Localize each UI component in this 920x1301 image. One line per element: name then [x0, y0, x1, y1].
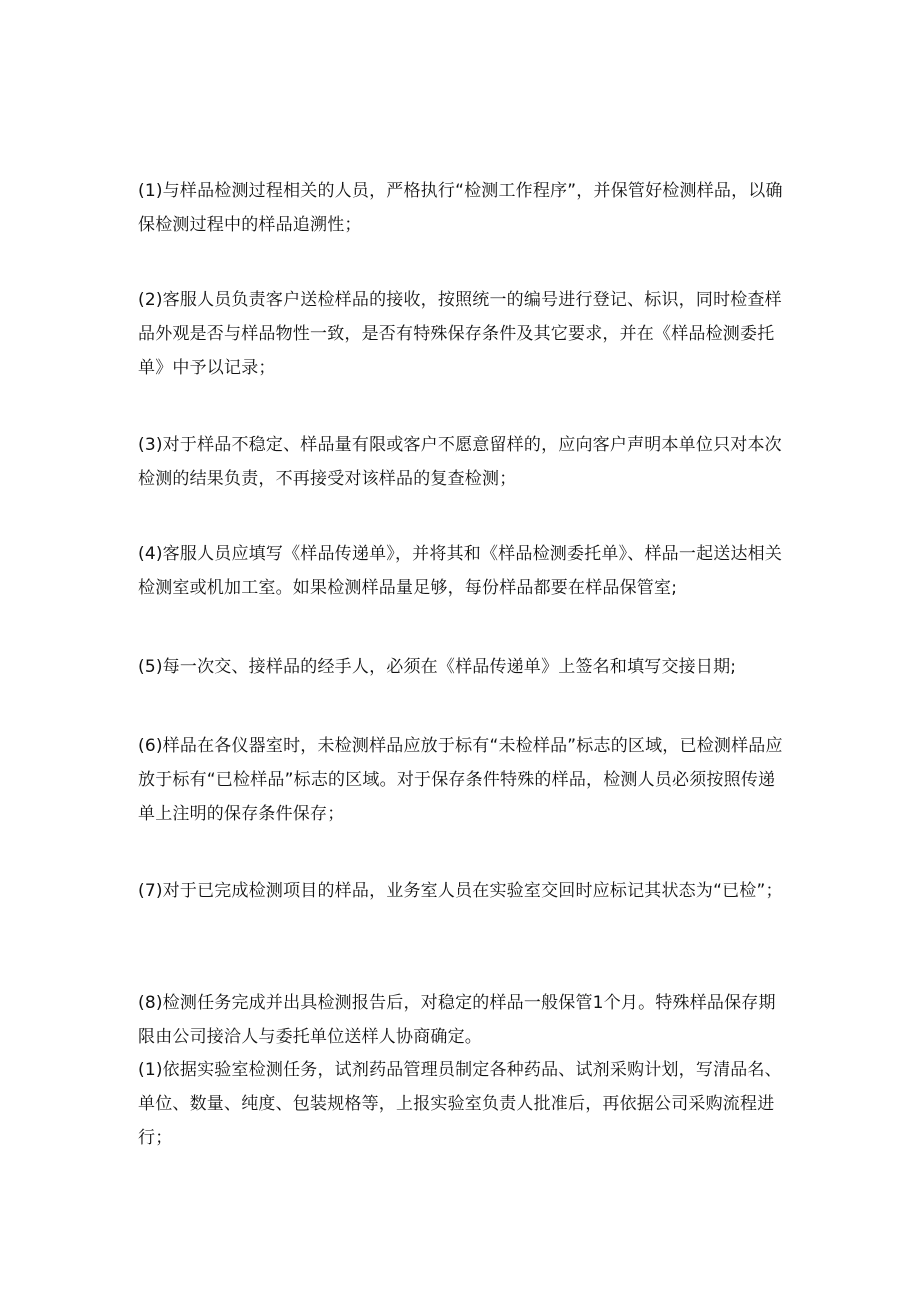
paragraph-2: (2)客服人员负责客户送检样品的接收，按照统一的编号进行登记、标识，同时检查样品外观是否与样品物性一致，是否有特殊保存条件及其它要求，并在《样品检测委托单》中予以记录；	[138, 290, 782, 378]
paragraph-4: (4)客服人员应填写《样品传递单》，并将其和《样品检测委托单》、样品一起送达相关检测室或机加工室。如果检测样品量足够，每份样品都要在样品保管室;	[138, 544, 783, 598]
paragraph-9: (1)依据实验室检测任务，试剂药品管理员制定各种药品、试剂采购计划，写清品名、单位、数量、纯度、包装规格等，上报实验室负责人批准后，再依据公司采购流程进行；	[138, 1060, 782, 1148]
paragraph-5: (5)每一次交、接样品的经手人，必须在《样品传递单》上签名和填写交接日期;	[138, 657, 737, 677]
paragraph-3: (3)对于样品不稳定、样品量有限或客户不愿意留样的，应向客户声明本单位只对本次检测的结果负责，不再接受对该样品的复查检测；	[138, 435, 782, 489]
paragraph-6: (6)样品在各仪器室时，未检测样品应放于标有“未检样品”标志的区域，已检测样品应放于标有“已检样品”标志的区域。对于保存条件特殊的样品，检测人员必须按照传递单上注明的保存条件保存；	[138, 736, 783, 824]
paragraph-1: (1)与样品检测过程相关的人员，严格执行“检测工作程序”，并保管好检测样品，以确保检测过程中的样品追溯性；	[138, 181, 783, 235]
paragraph-8: (8)检测任务完成并出具检测报告后，对稳定的样品一般保管1个月。特殊样品保存期限由公司接洽人与委托单位送样人协商确定。	[138, 993, 776, 1047]
paragraph-7: (7)对于已完成检测项目的样品，业务室人员在实验室交回时应标记其状态为“已检”；	[138, 881, 783, 901]
